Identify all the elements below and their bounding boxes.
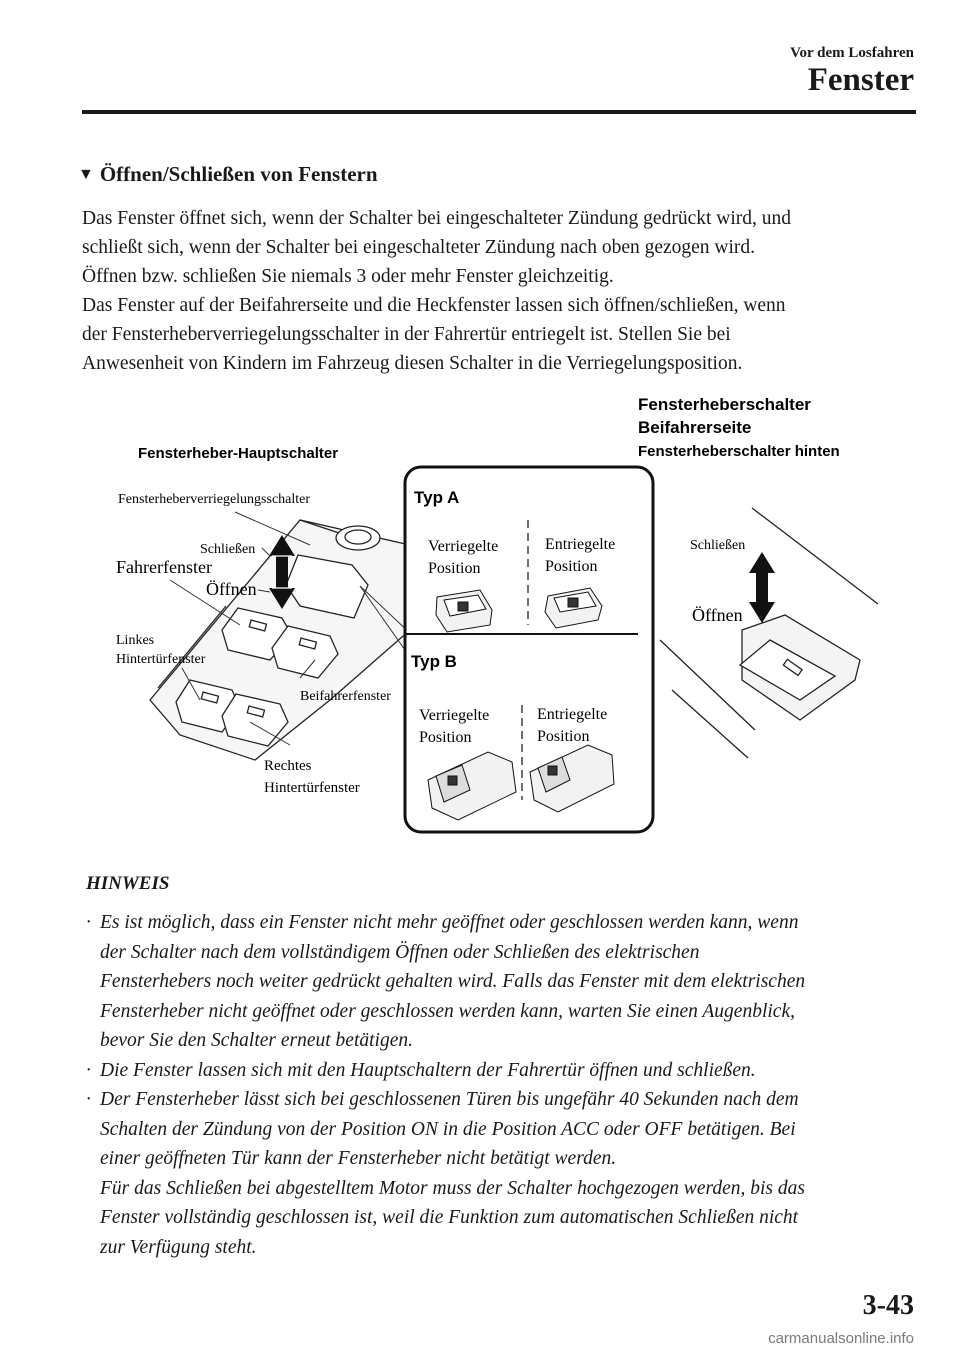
lock-switch-panel (405, 467, 653, 832)
note-line: Fenster vollständig geschlossen ist, weil die Funktion zum automatischen Schließen nicht (100, 1207, 799, 1228)
label-type-a-unlocked-2: Position (545, 558, 598, 575)
bullet: · (86, 1089, 91, 1110)
page-number: 3-43 (862, 1290, 914, 1321)
label-type-a: Typ A (414, 488, 460, 507)
note-line: zur Verfügung steht. (100, 1236, 257, 1258)
note-title: HINWEIS (86, 873, 170, 894)
intro-line: schließt sich, wenn der Schalter bei eingeschalteter Zündung nach oben gezogen wird. (82, 237, 756, 258)
note-line: Fensterhebers noch weiter gedrückt gehalten wird. Falls das Fenster mit dem elektrischen (100, 971, 806, 992)
note-item (86, 908, 926, 1056)
header-section-label: Vor dem Losfahren (790, 45, 914, 61)
label-passenger-window: Beifahrerfenster (300, 689, 391, 704)
note-line: Es ist möglich, dass ein Fenster nicht mehr geöffnet oder geschlossen werden kann, wenn (100, 912, 799, 933)
intro-line: Öffnen bzw. schließen Sie niemals 3 oder mehr Fenster gleichzeitig. (82, 266, 614, 287)
label-type-a-unlocked-1: Entriegelte (545, 536, 616, 553)
note-item (86, 1056, 926, 1086)
window-lock-icon (448, 776, 457, 785)
label-main-switch: Fensterheber-Hauptschalter (138, 445, 339, 462)
intro-line: Anwesenheit von Kindern im Fahrzeug diesen Schalter in die Verriegelungsposition. (82, 353, 743, 374)
note-line: Der Fensterheber lässt sich bei geschlossenen Türen bis ungefähr 40 Sekunden nach dem (100, 1089, 799, 1110)
note-line: bevor Sie den Schalter erneut betätigen. (100, 1030, 413, 1051)
label-close: Schließen (200, 542, 256, 557)
header-title: Fenster (807, 62, 914, 98)
intro-line: der Fensterheberverriegelungsschalter in der Fahrertür entriegelt ist. Stellen Sie bei (82, 324, 731, 345)
label-open-right: Öffnen (692, 605, 743, 625)
note-line: Die Fenster lassen sich mit den Hauptschaltern der Fahrertür öffnen und schließen. (100, 1059, 756, 1081)
label-driver-window: Fahrerfenster (116, 557, 212, 577)
window-lock-icon (458, 602, 468, 611)
label-type-a-locked-2: Position (428, 560, 481, 577)
label-left-rear-1: Linkes (116, 633, 155, 648)
section-title: Öffnen/Schließen von Fenstern (99, 162, 378, 186)
label-open: Öffnen (206, 579, 257, 599)
note-item (86, 1085, 926, 1262)
label-passenger-switch-2: Beifahrerseite (638, 418, 752, 437)
note-line: Für das Schließen bei abgestelltem Motor muss der Schalter hochgezogen werden, bis das (100, 1177, 805, 1199)
triangle-marker-icon: ▼ (78, 165, 94, 183)
label-passenger-switch-1: Fensterheberschalter (638, 395, 811, 414)
window-lock-icon (548, 766, 557, 775)
label-type-b-unlocked-2: Position (537, 728, 590, 745)
note-line: Schalten der Zündung von der Position ON in die Position ACC oder OFF betätigen. Bei (100, 1118, 796, 1140)
note-line: Fensterheber nicht geöffnet oder geschlossen werden kann, warten Sie einen Augenblick, (100, 1000, 795, 1022)
rear-open-close-arrow-icon (749, 552, 775, 623)
window-lock-icon (568, 598, 578, 607)
label-left-rear-2: Hintertürfenster (116, 652, 206, 667)
label-right-rear-2: Hintertürfenster (264, 780, 360, 796)
note-line: der Schalter nach dem vollständigem Öffnen oder Schließen des elektrischen (100, 941, 700, 963)
label-type-b-locked-1: Verriegelte (419, 707, 490, 724)
label-type-b-locked-2: Position (419, 729, 472, 746)
note-line: einer geöffneten Tür kann der Fensterheber nicht betätigt werden. (100, 1148, 617, 1169)
label-right-rear-1: Rechtes (264, 758, 312, 774)
label-type-a-locked-1: Verriegelte (428, 538, 499, 555)
bullet: · (86, 912, 91, 933)
label-rear-switch: Fensterheberschalter hinten (638, 443, 840, 460)
note-list (86, 908, 926, 1262)
label-type-b-unlocked-1: Entriegelte (537, 706, 608, 723)
label-lock-switch: Fensterheberverriegelungsschalter (118, 492, 311, 507)
intro-line: Das Fenster öffnet sich, wenn der Schalter bei eingeschalteter Zündung gedrückt wird, und (82, 208, 792, 229)
bullet: · (86, 1059, 91, 1081)
label-type-b: Typ B (411, 652, 457, 671)
intro-line: Das Fenster auf der Beifahrerseite und die Heckfenster lassen sich öffnen/schließen, wenn (82, 295, 786, 316)
watermark: carmanualsonline.info (768, 1330, 914, 1347)
type-a-locked-switch (436, 590, 492, 632)
label-close-right: Schließen (690, 538, 746, 553)
